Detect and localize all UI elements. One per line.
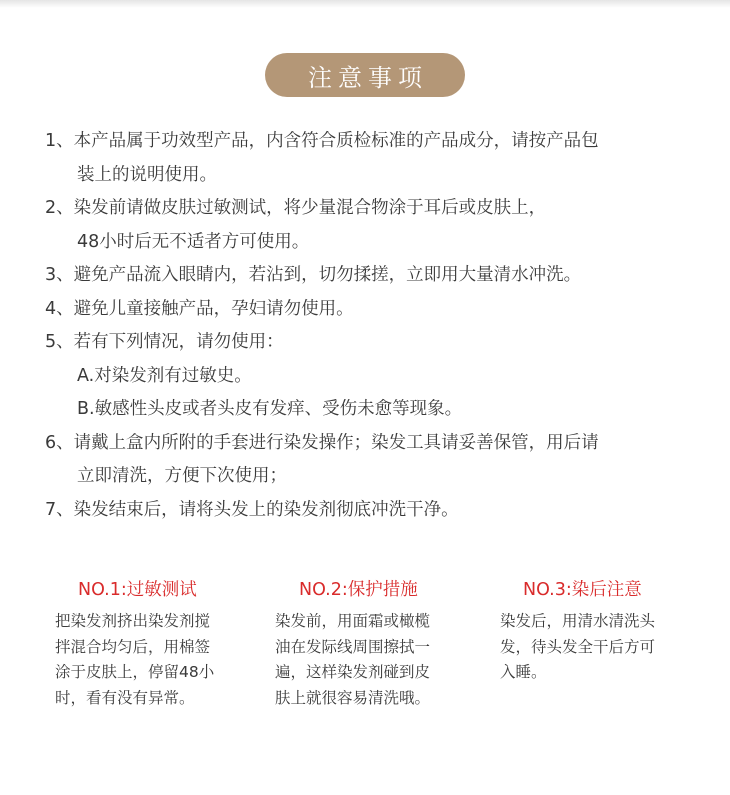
- section-title: 注意事项: [265, 53, 465, 97]
- note-5: 5、若有下列情况，请勿使用：: [45, 332, 284, 352]
- step-1-line: 把染发剂挤出染发剂搅: [55, 612, 211, 630]
- step-3-title: NO.3:染后注意: [523, 580, 642, 600]
- step-3-line: 发，待头发全干后方可: [500, 637, 656, 656]
- note-4: 4、避免儿童接触产品，孕妇请勿使用。: [45, 298, 354, 319]
- note-1-line-2: 装上的说明使用。: [77, 164, 217, 185]
- note-5-sub-b: B.敏感性头皮或者头皮有发痒、受伤未愈等现象。: [77, 399, 463, 419]
- note-3: 3、避免产品流入眼睛内，若沾到，切勿揉搓，立即用大量清水冲洗。: [45, 265, 582, 285]
- step-2-line: 染发前，用面霜或橄榄: [275, 612, 431, 630]
- step-3-line: 入睡。: [500, 663, 547, 681]
- note-2-line-2: 48小时后无不适者方可使用。: [77, 231, 310, 252]
- step-1-line: 时，看有没有异常。: [55, 688, 195, 707]
- step-2-line: 肤上就很容易清洗哦。: [275, 688, 431, 707]
- note-7: 7、染发结束后，请将头发上的染发剂彻底冲洗干净。: [45, 499, 459, 520]
- note-1-line-1: 1、本产品属于功效型产品，内含符合质检标准的产品成分，请按产品包: [45, 131, 599, 151]
- step-1-body: [55, 609, 214, 711]
- step-2-title: NO.2:保护措施: [299, 580, 418, 600]
- note-2-line-1: 2、染发前请做皮肤过敏测试，将少量混合物涂于耳后或皮肤上，: [45, 198, 547, 218]
- step-3-line: 染发后，用清水清洗头: [500, 612, 656, 630]
- step-1-line: 涂于皮肤上，停留48小: [55, 663, 215, 681]
- step-3-body: [500, 609, 655, 686]
- note-6-line-1: 6、请戴上盒内所附的手套进行染发操作；染发工具请妥善保管，用后请: [45, 432, 599, 453]
- step-1-line: 拌混合均匀后，用棉签: [55, 637, 211, 656]
- notes-list: [45, 125, 695, 527]
- top-shadow: [0, 0, 730, 8]
- step-1-title: NO.1:过敏测试: [78, 580, 197, 600]
- step-2-line: 油在发际线周围擦拭一: [275, 637, 431, 656]
- step-2-line: 遍，这样染发剂碰到皮: [275, 663, 431, 681]
- step-2-body: [275, 609, 430, 711]
- note-6-line-2: 立即清洗，方便下次使用；: [77, 466, 287, 486]
- note-5-sub-a: A.对染发剂有过敏史。: [77, 365, 252, 386]
